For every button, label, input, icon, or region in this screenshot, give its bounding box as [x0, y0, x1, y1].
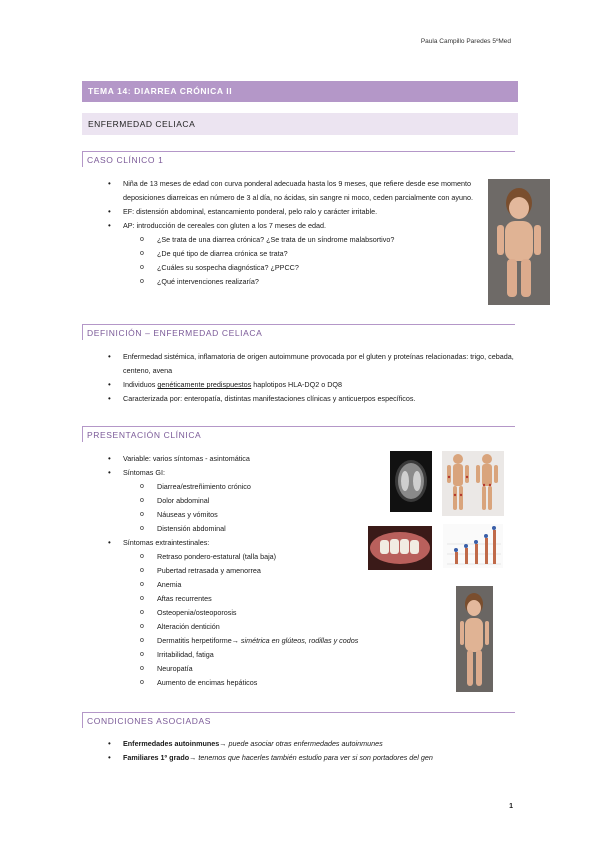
chapter-banner: TEMA 14: DIARREA CRÓNICA II [82, 81, 518, 102]
genetic-predisposition-text: genéticamente predispuestos [157, 380, 252, 389]
extra-item: o Retraso pondero-estatural (talla baja) [82, 550, 382, 564]
gi-item: o Diarrea/estreñimiento crónico [82, 480, 382, 494]
extra-item: o Aftas recurrentes [82, 592, 382, 606]
child-photo-1 [488, 179, 550, 305]
caso-bullet-2: • EF: distensión abdominal, estancamiento ponderal, pelo ralo y carácter irritable. [82, 205, 482, 219]
definicion-bullet-2: • Individuos genéticamente predispuestos haplotipos HLA-DQ2 o DQ8 [82, 378, 518, 392]
gi-item: o Dolor abdominal [82, 494, 382, 508]
page-number: 1 [509, 803, 513, 810]
caso-question-4: o ¿Qué intervenciones realizaría? [82, 275, 482, 289]
caso-bullet-1: • Niña de 13 meses de edad con curva ponderal adecuada hasta los 9 meses, que refiere desde ese momento deposiciones diarreicas en número de 3 al día, no ácidas, sin sangre ni moco, ceden parcialmente con ayuno. [82, 177, 482, 205]
gi-item: o Náuseas y vómitos [82, 508, 382, 522]
definicion-bullet-3: • Caracterizada por: enteropatía, distintas manifestaciones clínicas y anticuerpos específicos. [82, 392, 518, 406]
presentacion-variable: • Variable: varios síntomas - asintomática [82, 452, 382, 466]
caso-question-3: o ¿Cuáles su sospecha diagnóstica? ¿PPCC? [82, 261, 482, 275]
section-condiciones-heading: CONDICIONES ASOCIADAS [82, 712, 515, 728]
arrow-icon: → [189, 753, 197, 762]
mri-brain-image [390, 451, 432, 512]
section-presentacion-heading: PRESENTACIÓN CLÍNICA [82, 426, 515, 442]
child-photo-2 [456, 586, 493, 692]
extra-item: o Aumento de encimas hepáticos [82, 676, 382, 690]
gi-item: o Distensión abdominal [82, 522, 382, 536]
extra-item: o Pubertad retrasada y amenorrea [82, 564, 382, 578]
extra-item: o Neuropatía [82, 662, 382, 676]
section-definicion-heading: DEFINICIÓN – ENFERMEDAD CELIACA [82, 324, 515, 340]
subtitle-bar: ENFERMEDAD CELIACA [82, 113, 518, 135]
caso-list [82, 177, 482, 289]
condicion-autoinmunes: • Enfermedades autoinmunes→ puede asociar otras enfermedades autoinmunes [82, 737, 518, 751]
teeth-image [368, 526, 432, 570]
extra-item: o Alteración dentición [82, 620, 382, 634]
condiciones-list [82, 737, 518, 765]
definicion-bullet-1: • Enfermedad sistémica, inflamatoria de origen autoimmune provocada por el gluten y proteínas relacionadas: trigo, cebada, centeno, avena [82, 350, 518, 378]
presentacion-extra-label: • Síntomas extraintestinales: [82, 536, 382, 550]
arrow-icon: → [231, 636, 239, 645]
section-caso-heading: CASO CLÍNICO 1 [82, 151, 515, 167]
growth-chart-image [443, 524, 503, 568]
caso-question-1: o ¿Se trata de una diarrea crónica? ¿Se trata de un síndrome malabsortivo? [82, 233, 482, 247]
presentacion-list [82, 452, 382, 690]
extra-item: o Anemia [82, 578, 382, 592]
presentacion-gi-label: • Síntomas GI: [82, 466, 382, 480]
definicion-list [82, 350, 518, 406]
extra-item: o Irritabilidad, fatiga [82, 648, 382, 662]
author-header: Paula Campillo Paredes 5ºMed [420, 38, 511, 45]
extra-item: o Osteopenia/osteoporosis [82, 606, 382, 620]
caso-question-2: o ¿De qué tipo de diarrea crónica se trata? [82, 247, 482, 261]
condicion-familiares: • Familiares 1º grado→ tenemos que hacerles también estudio para ver si son portadores del gen [82, 751, 518, 765]
arrow-icon: → [219, 739, 227, 748]
caso-bullet-3: • AP: introducción de cereales con gluten a los 7 meses de edad. [82, 219, 482, 233]
extra-item-dermatitis: o Dermatitis herpetiforme→ simétrica en glúteos, rodillas y codos [82, 634, 382, 648]
body-diagram-image [442, 451, 504, 516]
